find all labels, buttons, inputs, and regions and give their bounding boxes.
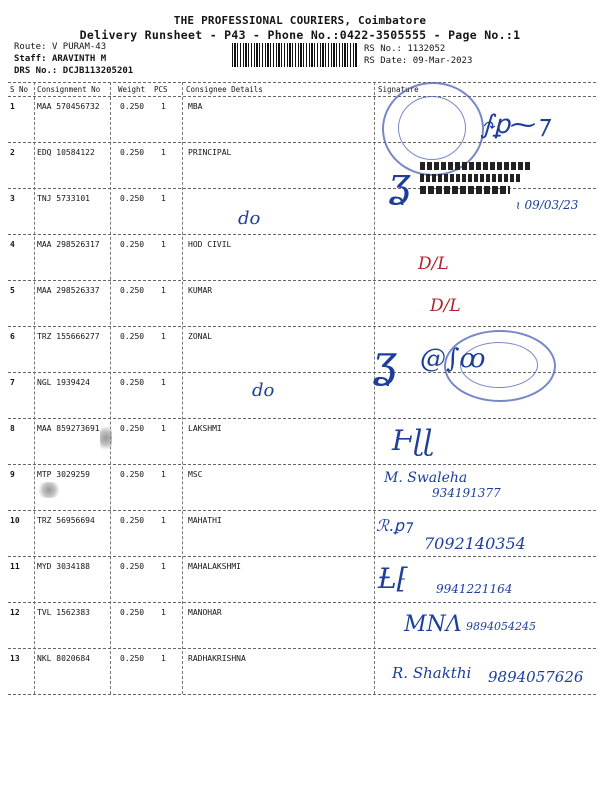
handwriting-row13-phone: 9894057626 <box>488 668 584 686</box>
row-pcs: 1 <box>161 654 166 663</box>
row-consignee: KUMAR <box>188 286 213 295</box>
row-weight: 0.250 <box>120 608 145 617</box>
header-sno: S No <box>10 85 29 94</box>
runsheet-title: Delivery Runsheet - P43 - Phone No.:0422-3505555 - Page No.:1 <box>79 28 521 42</box>
row-pcs: 1 <box>161 194 166 203</box>
signature-row12: ΜΝɅ <box>404 612 462 637</box>
handwriting-row10-phone: 7092140354 <box>424 534 526 553</box>
row-consignment-no: MAA 298526317 <box>37 240 100 249</box>
signature-row6-mark: @∫ꝏ <box>420 344 486 374</box>
row-consignment-no: NGL 1939424 <box>37 378 90 387</box>
signature-row6: ʓ <box>372 336 397 387</box>
table-top-border <box>8 82 596 83</box>
row-consignment-no: TVL 1562383 <box>37 608 90 617</box>
row-weight: 0.250 <box>120 194 145 203</box>
signature-row1: ∱ꝑ⁓⁊ <box>480 110 549 140</box>
signature-row10: ℛ.ꝑ⁊ <box>376 516 412 535</box>
row-consignee: MAHATHI <box>188 516 222 525</box>
row-consignment-no: TNJ 5733101 <box>37 194 90 203</box>
route-label: Route: <box>14 42 47 52</box>
rs-number-line <box>364 44 445 54</box>
table-row <box>8 280 596 326</box>
row-weight: 0.250 <box>120 286 145 295</box>
row-consignment-no: MYD 3034188 <box>37 562 90 571</box>
rs-date-line <box>364 56 472 66</box>
row-pcs: 1 <box>161 102 166 111</box>
table-row <box>8 464 596 510</box>
row-consignment-no: EDQ 10584122 <box>37 148 95 157</box>
row-consignee: MSC <box>188 470 203 479</box>
row-consignee: MBA <box>188 102 203 111</box>
header-pcs: PCS <box>154 85 168 94</box>
row-consignee: RADHAKRISHNA <box>188 654 246 663</box>
header-signature: Signature <box>378 85 419 94</box>
row-pcs: 1 <box>161 148 166 157</box>
row-sno: 9 <box>10 470 15 479</box>
row-sno: 8 <box>10 424 15 433</box>
signature-row11: Ƚ⁅ <box>378 562 408 595</box>
row-sno: 3 <box>10 194 15 203</box>
company-title: THE PROFESSIONAL COURIERS, Coimbatore <box>173 14 427 27</box>
route-line <box>14 42 106 52</box>
rs-no-label: RS No.: <box>364 44 402 54</box>
smudge <box>100 422 112 454</box>
row-sno: 12 <box>10 608 20 617</box>
handwriting-row7-do: do <box>252 380 275 401</box>
row-consignee: MANOHAR <box>188 608 222 617</box>
smudge <box>36 482 62 498</box>
drs-line <box>14 66 133 76</box>
table-row <box>8 418 596 464</box>
row-consignment-no: MAA 859273691 <box>37 424 100 433</box>
signature-row8: Ⱶɭɭ <box>392 424 434 457</box>
handwriting-row3-do: do <box>238 208 261 229</box>
row-consignment-no: TRZ 56956694 <box>37 516 95 525</box>
handwriting-row12-phone: 9894054245 <box>466 620 536 633</box>
staff-line <box>14 54 106 64</box>
header-weight: Weight <box>118 85 146 94</box>
row-consignee: PRINCIPAL <box>188 148 232 157</box>
row-pcs: 1 <box>161 378 166 387</box>
row-pcs: 1 <box>161 286 166 295</box>
row-pcs: 1 <box>161 608 166 617</box>
row-pcs: 1 <box>161 562 166 571</box>
row-sno: 6 <box>10 332 15 341</box>
row-pcs: 1 <box>161 424 166 433</box>
row-weight: 0.250 <box>120 516 145 525</box>
signature-row2: ʓ <box>388 160 411 206</box>
row-weight: 0.250 <box>120 378 145 387</box>
handwriting-row9-phone: 934191377 <box>432 486 501 500</box>
row-consignee: MAHALAKSHMI <box>188 562 241 571</box>
row-weight: 0.250 <box>120 148 145 157</box>
row-weight: 0.250 <box>120 332 145 341</box>
row-weight: 0.250 <box>120 424 145 433</box>
rs-date-value: 09-Mar-2023 <box>412 56 473 66</box>
row-consignee: ZONAL <box>188 332 213 341</box>
row-consignment-no: MTP 3029259 <box>37 470 90 479</box>
table-row <box>8 188 596 234</box>
table-row <box>8 234 596 280</box>
row-pcs: 1 <box>161 332 166 341</box>
handwriting-row13-name: R. Shakthi <box>392 664 472 682</box>
row-sno: 7 <box>10 378 15 387</box>
handwriting-row11-phone: 9941221164 <box>436 582 513 596</box>
row-sno: 11 <box>10 562 20 571</box>
row-pcs: 1 <box>161 240 166 249</box>
drs-label: DRS No.: <box>14 66 58 76</box>
staff-value: ARAVINTH M <box>51 54 107 64</box>
row-pcs: 1 <box>161 516 166 525</box>
row-weight: 0.250 <box>120 470 145 479</box>
rs-no-value: 1132052 <box>407 44 446 54</box>
row-sno: 4 <box>10 240 15 249</box>
date-scribble: ɩ 09/03/23 <box>516 198 579 212</box>
row-consignment-no: MAA 570456732 <box>37 102 100 111</box>
handwriting-row9-name: M. Swaleha <box>384 470 468 486</box>
barcode <box>232 43 358 67</box>
row-divider <box>8 694 596 695</box>
rs-date-label: RS Date: <box>364 56 408 66</box>
row-sno: 1 <box>10 102 15 111</box>
handwriting-row5-dl: D/L <box>430 296 461 316</box>
row-weight: 0.250 <box>120 102 145 111</box>
header-consignment: Consignment No <box>37 85 101 94</box>
row-sno: 13 <box>10 654 20 663</box>
drs-value: DCJB113205201 <box>62 66 134 76</box>
row-consignee: HOD CIVIL <box>188 240 232 249</box>
row-weight: 0.250 <box>120 654 145 663</box>
row-consignment-no: TRZ 155666277 <box>37 332 100 341</box>
row-consignee: LAKSHMI <box>188 424 222 433</box>
route-value: V PURAM-43 <box>51 42 107 52</box>
row-consignment-no: NKL 8020684 <box>37 654 90 663</box>
staff-label: Staff: <box>14 54 47 64</box>
header-consignee: Consignee Details <box>186 85 263 94</box>
principal-stamp <box>420 162 530 194</box>
row-consignment-no: MAA 298526337 <box>37 286 100 295</box>
row-weight: 0.250 <box>120 240 145 249</box>
handwriting-row4-dl: D/L <box>418 254 449 274</box>
row-pcs: 1 <box>161 470 166 479</box>
row-sno: 2 <box>10 148 15 157</box>
row-weight: 0.250 <box>120 562 145 571</box>
row-sno: 5 <box>10 286 15 295</box>
row-sno: 10 <box>10 516 20 525</box>
